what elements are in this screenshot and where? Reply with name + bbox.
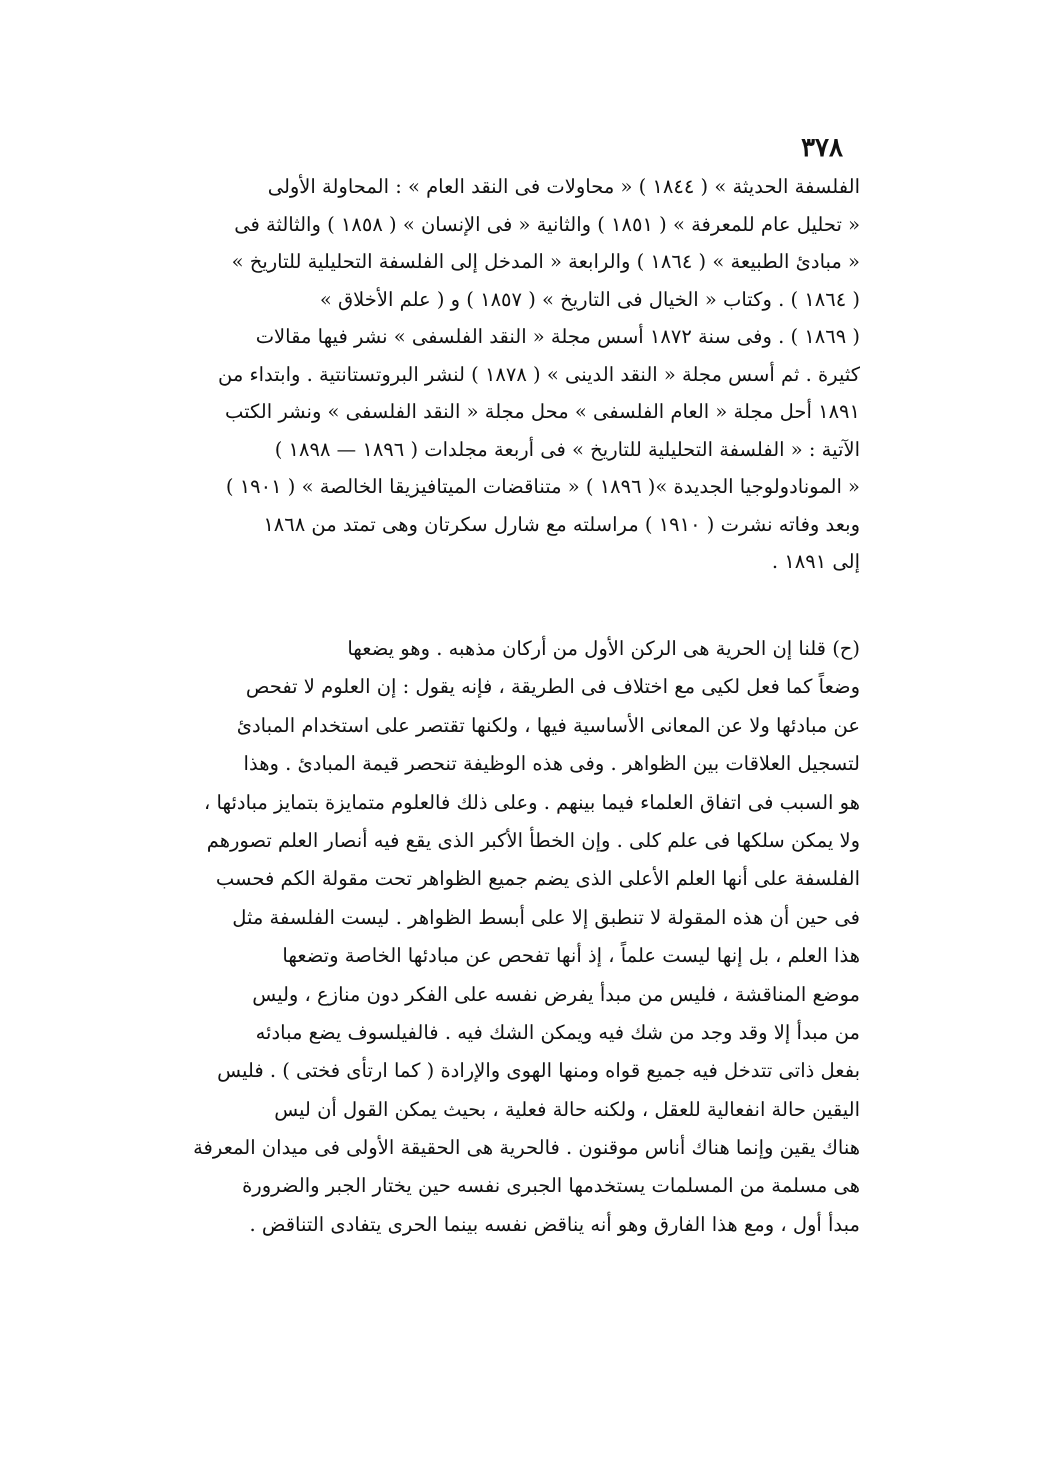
footnote-line: « مبادئ الطبيعة » ( ١٨٦٤ ) والرابعة « المدخل إلى الفلسفة التحليلية للتاريخ »	[231, 250, 860, 273]
paragraph-line: بفعل ذاتى تتدخل فيه جميع قواه ومنها الهوى والإرادة ( كما ارتأى فختى ) . فليس	[217, 1059, 860, 1083]
footnote-line: ١٨٩١ أحل مجلة « العام الفلسفى » محل مجلة « النقد الفلسفى » ونشر الكتب	[225, 400, 860, 423]
paragraph-line: مبدأ أول ، ومع هذا الفارق وهو أنه يناقض نفسه بينما الحرى يتفادى التناقض .	[249, 1212, 860, 1236]
footnote-line: « المونادولوجيا الجديدة »( ١٨٩٦ ) « متناقضات الميتافيزيقا الخالصة » ( ١٩٠١ )	[225, 475, 860, 498]
paragraph-line: هو السبب فى اتفاق العلماء فيما بينهم . وعلى ذلك فالعلوم متمايزة بتمايز مبادئها ،	[204, 790, 860, 814]
paragraph-line: اليقين حالة انفعالية للعقل ، ولكنه حالة فعلية ، بحيث يمكن القول أن ليس	[274, 1097, 860, 1121]
footnote-line: الفلسفة الحديثة » ( ١٨٤٤ ) « محاولات فى النقد العام » : المحاولة الأولى	[267, 175, 860, 198]
paragraph-line: (ح) قلنا إن الحرية هى الركن الأول من أركان مذهبه . وهو يضعها	[347, 637, 860, 660]
footnote-block	[180, 168, 860, 581]
paragraph-line: هذا العلم ، بل إنها ليست علماً ، إذ أنها تفحص عن مبادئها الخاصة وتضعها	[282, 944, 860, 968]
page-number: ٣٧٨	[801, 133, 843, 163]
main-paragraph	[180, 630, 860, 1244]
paragraph-line: ولا يمكن سلكها فى علم كلى . وإن الخطأ الأكبر الذى يقع فيه أنصار العلم تصورهم	[206, 828, 860, 852]
footnote-line: « تحليل عام للمعرفة » ( ١٨٥١ ) والثانية « فى الإنسان » ( ١٨٥٨ ) والثالثة فى	[234, 212, 860, 236]
paragraph-line: من مبدأ إلا وقد وجد من شك فيه ويمكن الشك فيه . فالفيلسوف يضع مبادئه	[255, 1020, 860, 1044]
paragraph-line: هناك يقين وإنما هناك أناس موقنون . فالحرية هى الحقيقة الأولى فى ميدان المعرفة	[193, 1136, 860, 1160]
paragraph-line: الفلسفة على أنها العلم الأعلى الذى يضم جميع الظواهر تحت مقولة الكم فحسب	[215, 867, 860, 891]
paragraph-line: وضعاً كما فعل لكيى مع اختلاف فى الطريقة ، فإنه يقول : إن العلوم لا تفحص	[245, 675, 860, 699]
paragraph-line: عن مبادئها ولا عن المعانى الأساسية فيها ، ولكنها تقتصر على استخدام المبادئ	[236, 713, 860, 737]
footnote-line: إلى ١٨٩١ .	[771, 550, 860, 573]
paragraph-line: موضع المناقشة ، فليس من مبدأ يفرض نفسه على الفكر دون منازع ، وليس	[252, 982, 860, 1006]
paragraph-line: هى مسلمة من المسلمات يستخدمها الجبرى نفسه حين يختار الجبر والضرورة	[242, 1174, 860, 1198]
footnote-line: ( ١٨٦٤ ) . وكتاب « الخيال فى التاريخ » ( ١٨٥٧ ) و ( علم الأخلاق »	[319, 287, 860, 311]
footnote-line: الآتية : « الفلسفة التحليلية للتاريخ » فى أربعة مجلدات ( ١٨٩٦ — ١٨٩٨ )	[274, 437, 860, 461]
footnote-line: كثيرة . ثم أسس مجلة « النقد الدينى » ( ١٨٧٨ ) لنشر البروتستانتية . وابتداء من	[217, 362, 860, 386]
paragraph-line: لتسجيل العلاقات بين الظواهر . وفى هذه الوظيفة تنحصر قيمة المبادئ . وهذا	[243, 752, 860, 776]
footnote-line: وبعد وفاته نشرت ( ١٩١٠ ) مراسلته مع شارل سكرتان وهى تمتد من ١٨٦٨	[263, 512, 860, 536]
paragraph-line: فى حين أن هذه المقولة لا تنطبق إلا على أبسط الظواهر . ليست الفلسفة مثل	[232, 905, 860, 929]
footnote-line: ( ١٨٦٩ ) . وفى سنة ١٨٧٢ أسس مجلة « النقد الفلسفى » نشر فيها مقالات	[255, 325, 860, 348]
